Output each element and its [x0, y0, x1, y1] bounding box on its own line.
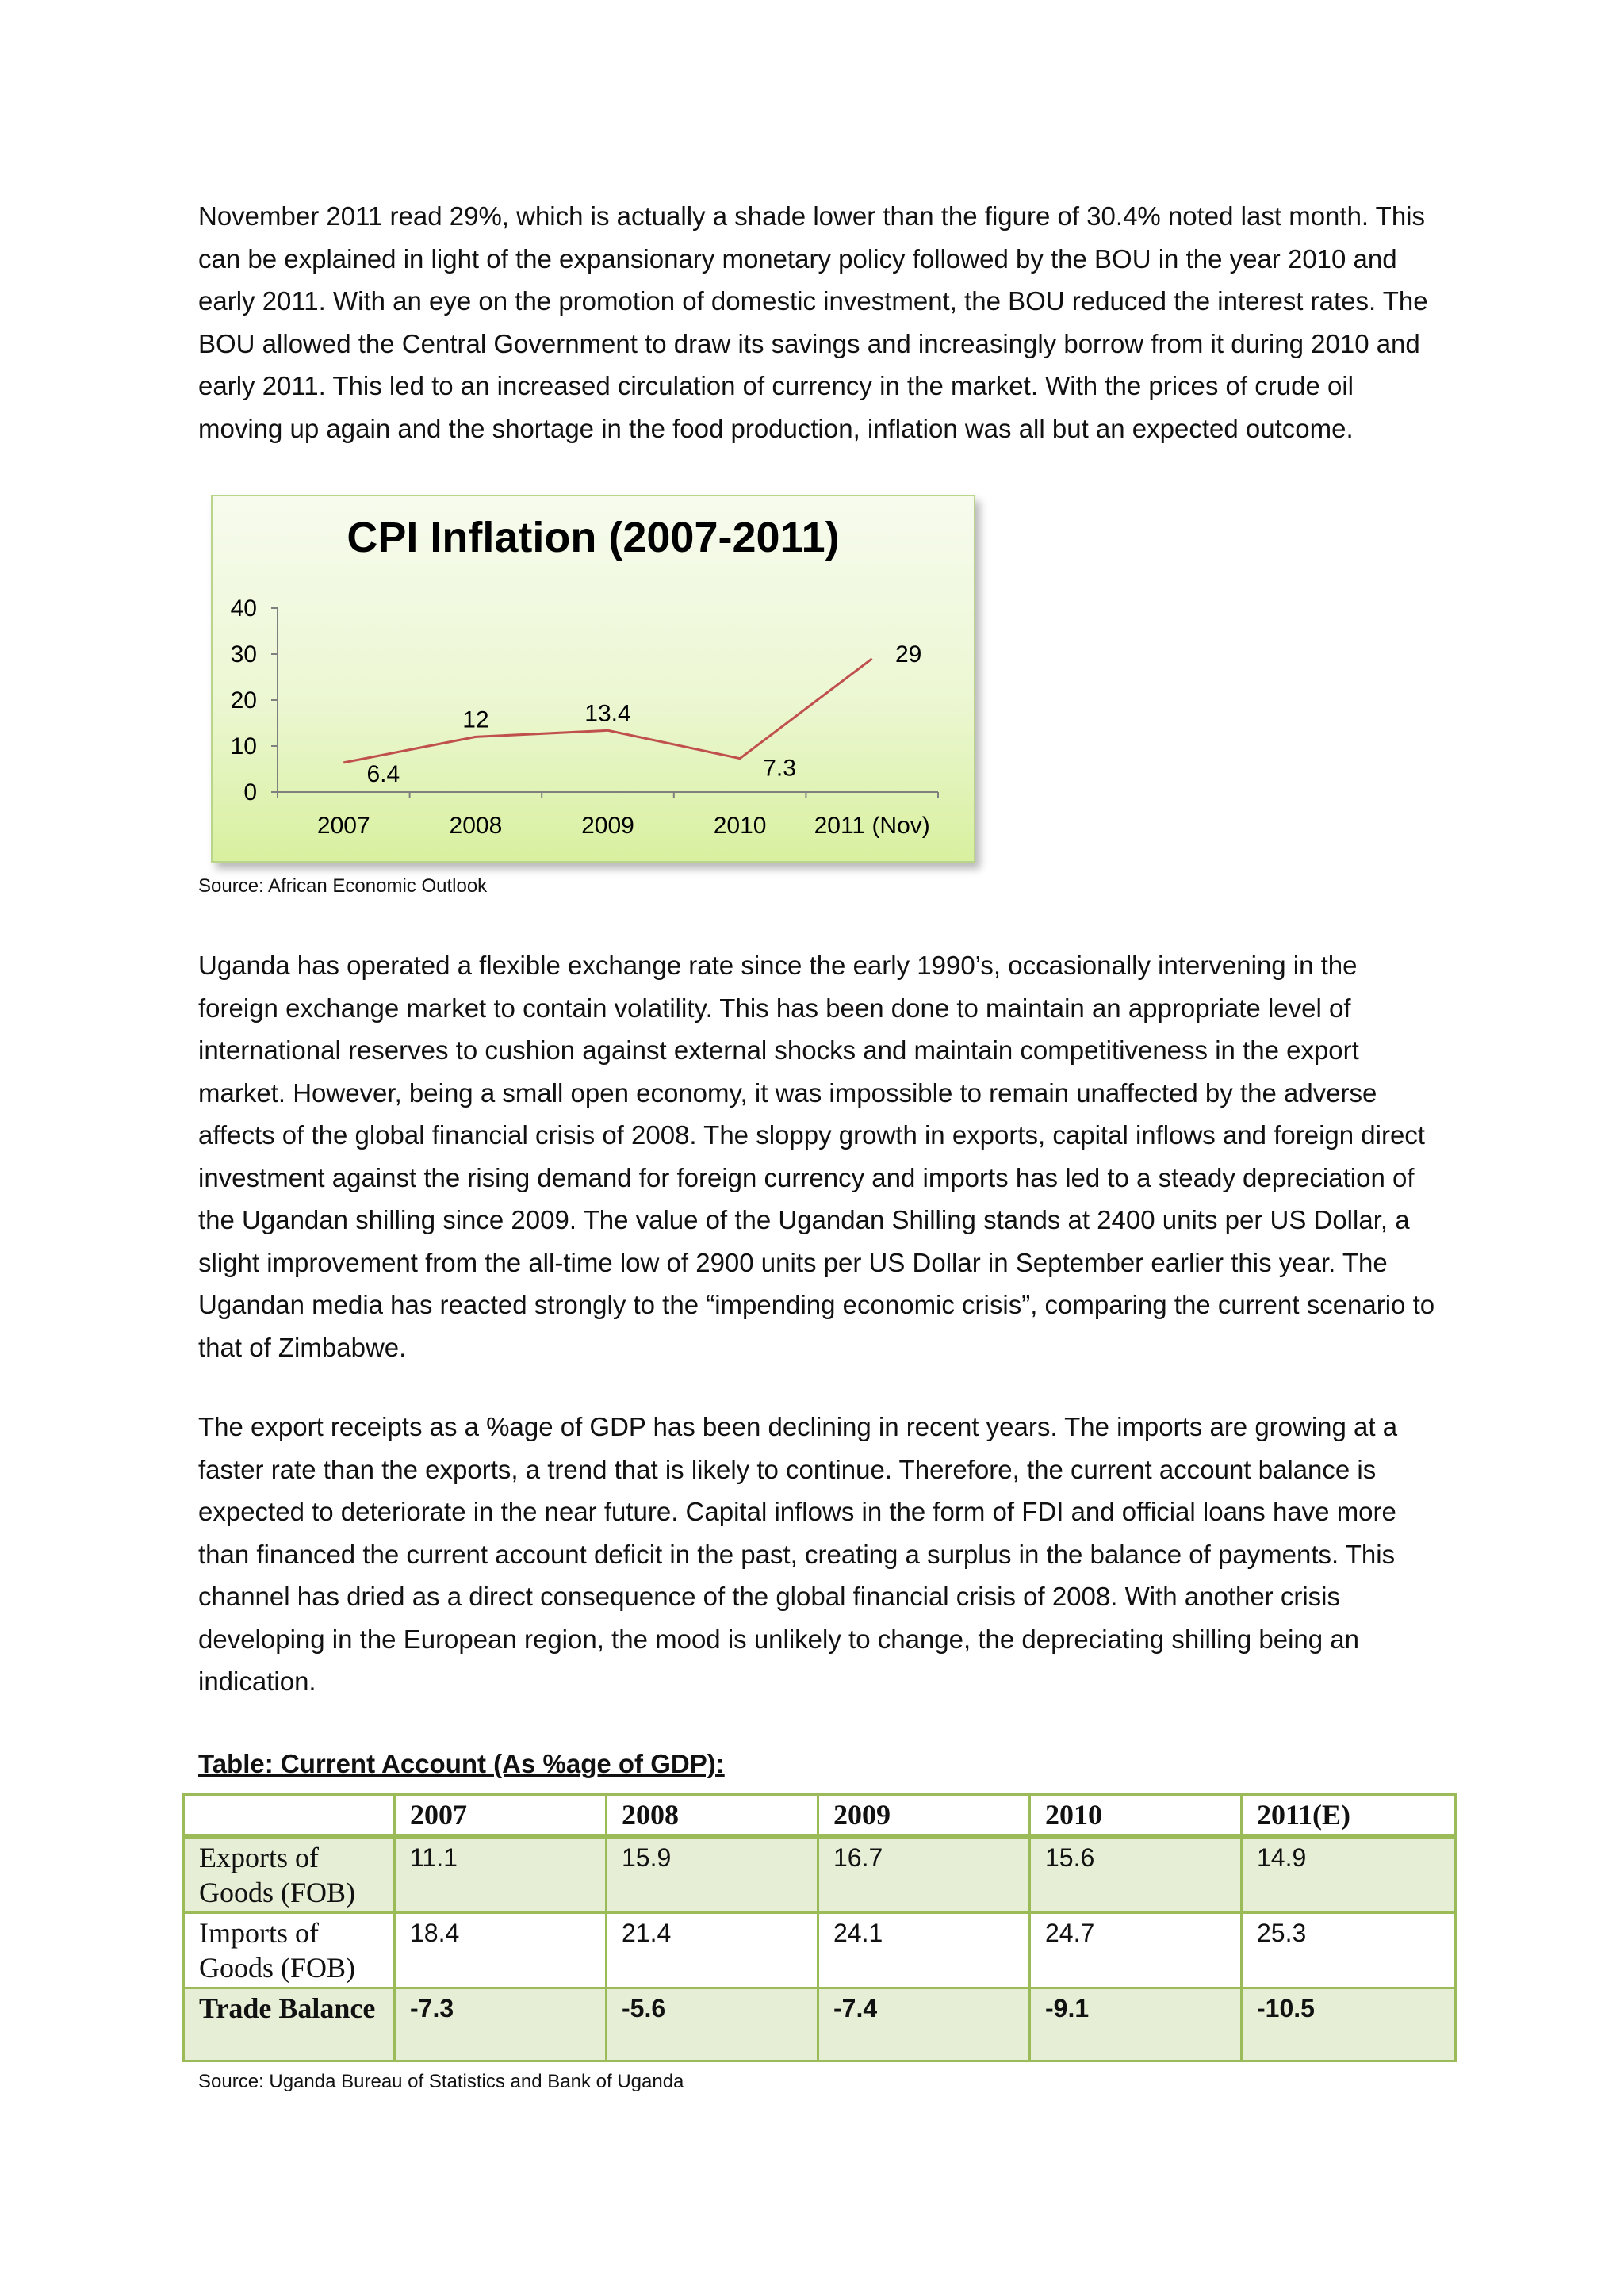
table-row	[184, 1913, 1456, 1988]
table-cell: 14.9	[1242, 1836, 1456, 1913]
table-title: Table: Current Account (As %age of GDP):	[198, 1749, 725, 1778]
table-cell: 15.9	[607, 1836, 818, 1913]
table-cell: 21.4	[607, 1913, 818, 1988]
intro-paragraph: November 2011 read 29%, which is actually a shade lower than the figure of 30.4% noted last month. This can be explained in light of the expansionary monetary policy followed by the BOU in the year 2010 and early 2011. With an eye on the promotion of domestic investment, the BOU reduced the interest rates. The BOU allowed the Central Government to draw its savings and increasingly borrow from it during 2010 and early 2011. This led to an increased circulation of currency in the market. With the prices of crude oil moving up again and the shortage in the food production, inflation was all but an expected outcome.	[198, 201, 1428, 443]
x-tick-label: 2007	[316, 813, 370, 839]
y-tick-label: 40	[230, 595, 257, 622]
table-cell: -10.5	[1242, 1988, 1456, 2061]
table-cell: 18.4	[395, 1913, 607, 1988]
table-cell: -5.6	[607, 1988, 818, 2061]
chart-title: CPI Inflation (2007-2011)	[347, 514, 840, 561]
data-label: 12	[462, 706, 489, 733]
table-cell: 16.7	[818, 1836, 1030, 1913]
header-cell: 2009	[818, 1795, 1030, 1837]
chart-source: Source: African Economic Outlook	[198, 875, 488, 897]
table-header-row	[184, 1795, 1456, 1837]
table-cell: -9.1	[1030, 1988, 1242, 2061]
table-cell: 24.1	[818, 1913, 1030, 1988]
header-cell: 2010	[1030, 1795, 1242, 1837]
table-cell: 15.6	[1030, 1836, 1242, 1913]
export-receipts-paragraph: The export receipts as a %age of GDP has been declining in recent years. The imports are growing at a faster rate than the exports, a trend that is likely to continue. Therefore, the current account balance is expected to deteriorate in the near future. Capital inflows in the form of FDI and official loans have more than financed the current account deficit in the past, creating a surplus in the balance of payments. This channel has dried as a direct consequence of the global financial crisis of 2008. With another crisis developing in the European region, the mood is unlikely to change, the depreciating shilling being an indication.	[198, 1412, 1398, 1696]
row-label: Exports of Goods (FOB)	[184, 1836, 395, 1913]
x-tick-label: 2010	[713, 813, 767, 839]
header-cell: 2007	[395, 1795, 607, 1837]
y-tick-label: 10	[230, 733, 257, 760]
table-cell: 11.1	[395, 1836, 607, 1913]
table-row	[184, 1836, 1456, 1913]
row-label: Imports of Goods (FOB)	[184, 1913, 395, 1988]
cpi-inflation-chart	[211, 495, 975, 863]
data-label: 29	[895, 641, 922, 668]
y-tick-label: 20	[230, 687, 257, 714]
exchange-rate-paragraph: Uganda has operated a flexible exchange rate since the early 1990’s, occasionally intervening in the foreign exchange market to contain volatility. This has been done to maintain an appropriate level of international reserves to cushion against external shocks and maintain competitiveness in the export market. However, being a small open economy, it was impossible to remain unaffected by the adverse affects of the global financial crisis of 2008. The sloppy growth in exports, capital inflows and foreign direct investment against the rising demand for foreign currency and imports has led to a steady depreciation of the Ugandan shilling since 2009. The value of the Ugandan Shilling stands at 2400 units per US Dollar, a slight improvement from the all-time low of 2900 units per US Dollar in September earlier this year. The Ugandan media has reacted strongly to the “impending economic crisis”, comparing the current scenario to that of Zimbabwe.	[198, 951, 1435, 1362]
table-source: Source: Uganda Bureau of Statistics and Bank of Uganda	[198, 2071, 684, 2092]
cpi-inflation-chart-svg	[213, 496, 974, 861]
y-tick-label: 30	[230, 641, 257, 668]
x-tick-label: 2011 (Nov)	[814, 813, 930, 839]
table-cell: 25.3	[1242, 1913, 1456, 1988]
current-account-table	[182, 1793, 1457, 2062]
table-row-trade-balance	[184, 1988, 1456, 2061]
header-cell	[184, 1795, 395, 1837]
row-label: Trade Balance	[184, 1988, 395, 2061]
data-label: 6.4	[366, 760, 400, 787]
y-tick-label: 0	[243, 779, 257, 806]
header-cell: 2011(E)	[1242, 1795, 1456, 1837]
table-cell: -7.4	[818, 1988, 1030, 2061]
table-cell: 24.7	[1030, 1913, 1242, 1988]
x-tick-label: 2009	[581, 813, 634, 839]
header-cell: 2008	[607, 1795, 818, 1837]
x-tick-label: 2008	[449, 813, 503, 839]
data-label: 7.3	[763, 755, 796, 782]
table-cell: -7.3	[395, 1988, 607, 2061]
data-label: 13.4	[584, 700, 631, 727]
